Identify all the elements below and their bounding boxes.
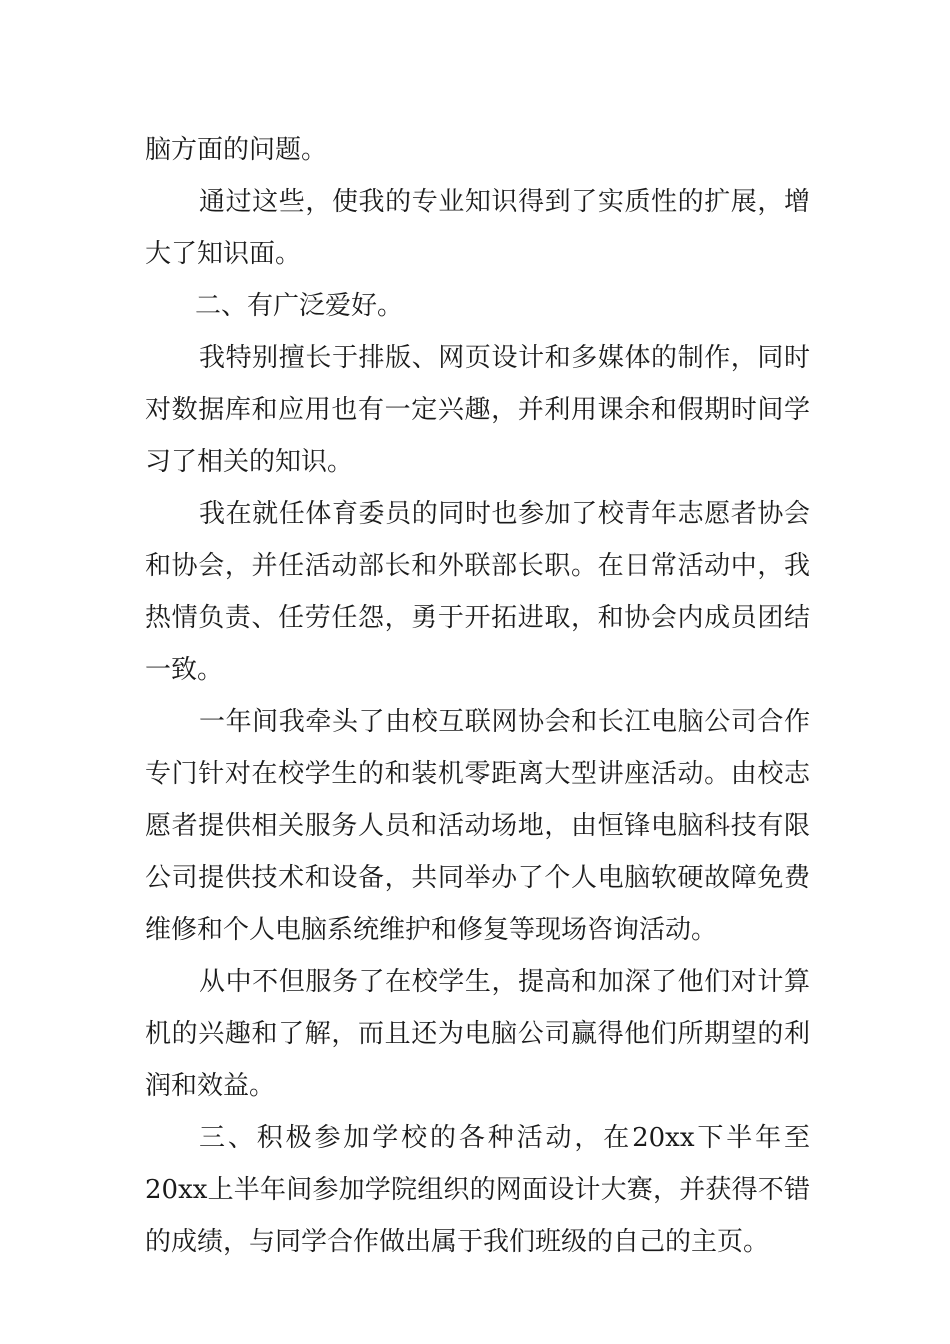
paragraph-3: 我特别擅长于排版、网页设计和多媒体的制作，同时对数据库和应用也有一定兴趣，并利用课余和假期时间学习了相关的知识。 xyxy=(145,343,810,477)
paragraph-4: 我在就任体育委员的同时也参加了校青年志愿者协会和协会，并任活动部长和外联部长职。在日常活动中，我热情负责、任劳任怨，勇于开拓进取，和协会内成员团结一致。 xyxy=(145,499,810,685)
paragraph-6: 从中不但服务了在校学生，提高和加深了他们对计算机的兴趣和了解，而且还为电脑公司赢得他们所期望的利润和效益。 xyxy=(145,967,810,1101)
paragraph-2: 通过这些，使我的专业知识得到了实质性的扩展，增大了知识面。 xyxy=(145,187,810,269)
paragraph-7: 三、积极参加学校的各种活动，在20xx下半年至20xx上半年间参加学院组织的网面设计大赛，并获得不错的成绩，与同学合作做出属于我们班级的自己的主页。 xyxy=(145,1123,810,1257)
paragraph-1: 脑方面的问题。 xyxy=(145,135,328,165)
section-heading-2: 二、有广泛爱好。 xyxy=(195,291,404,321)
paragraph-5: 一年间我牵头了由校互联网协会和长江电脑公司合作专门针对在校学生的和装机零距离大型讲座活动。由校志愿者提供相关服务人员和活动场地，由恒锋电脑科技有限公司提供技术和设备，共同举办了个人电脑软硬故障免费维修和个人电脑系统维护和修复等现场咨询活动。 xyxy=(145,707,810,945)
document-body xyxy=(145,124,810,1268)
